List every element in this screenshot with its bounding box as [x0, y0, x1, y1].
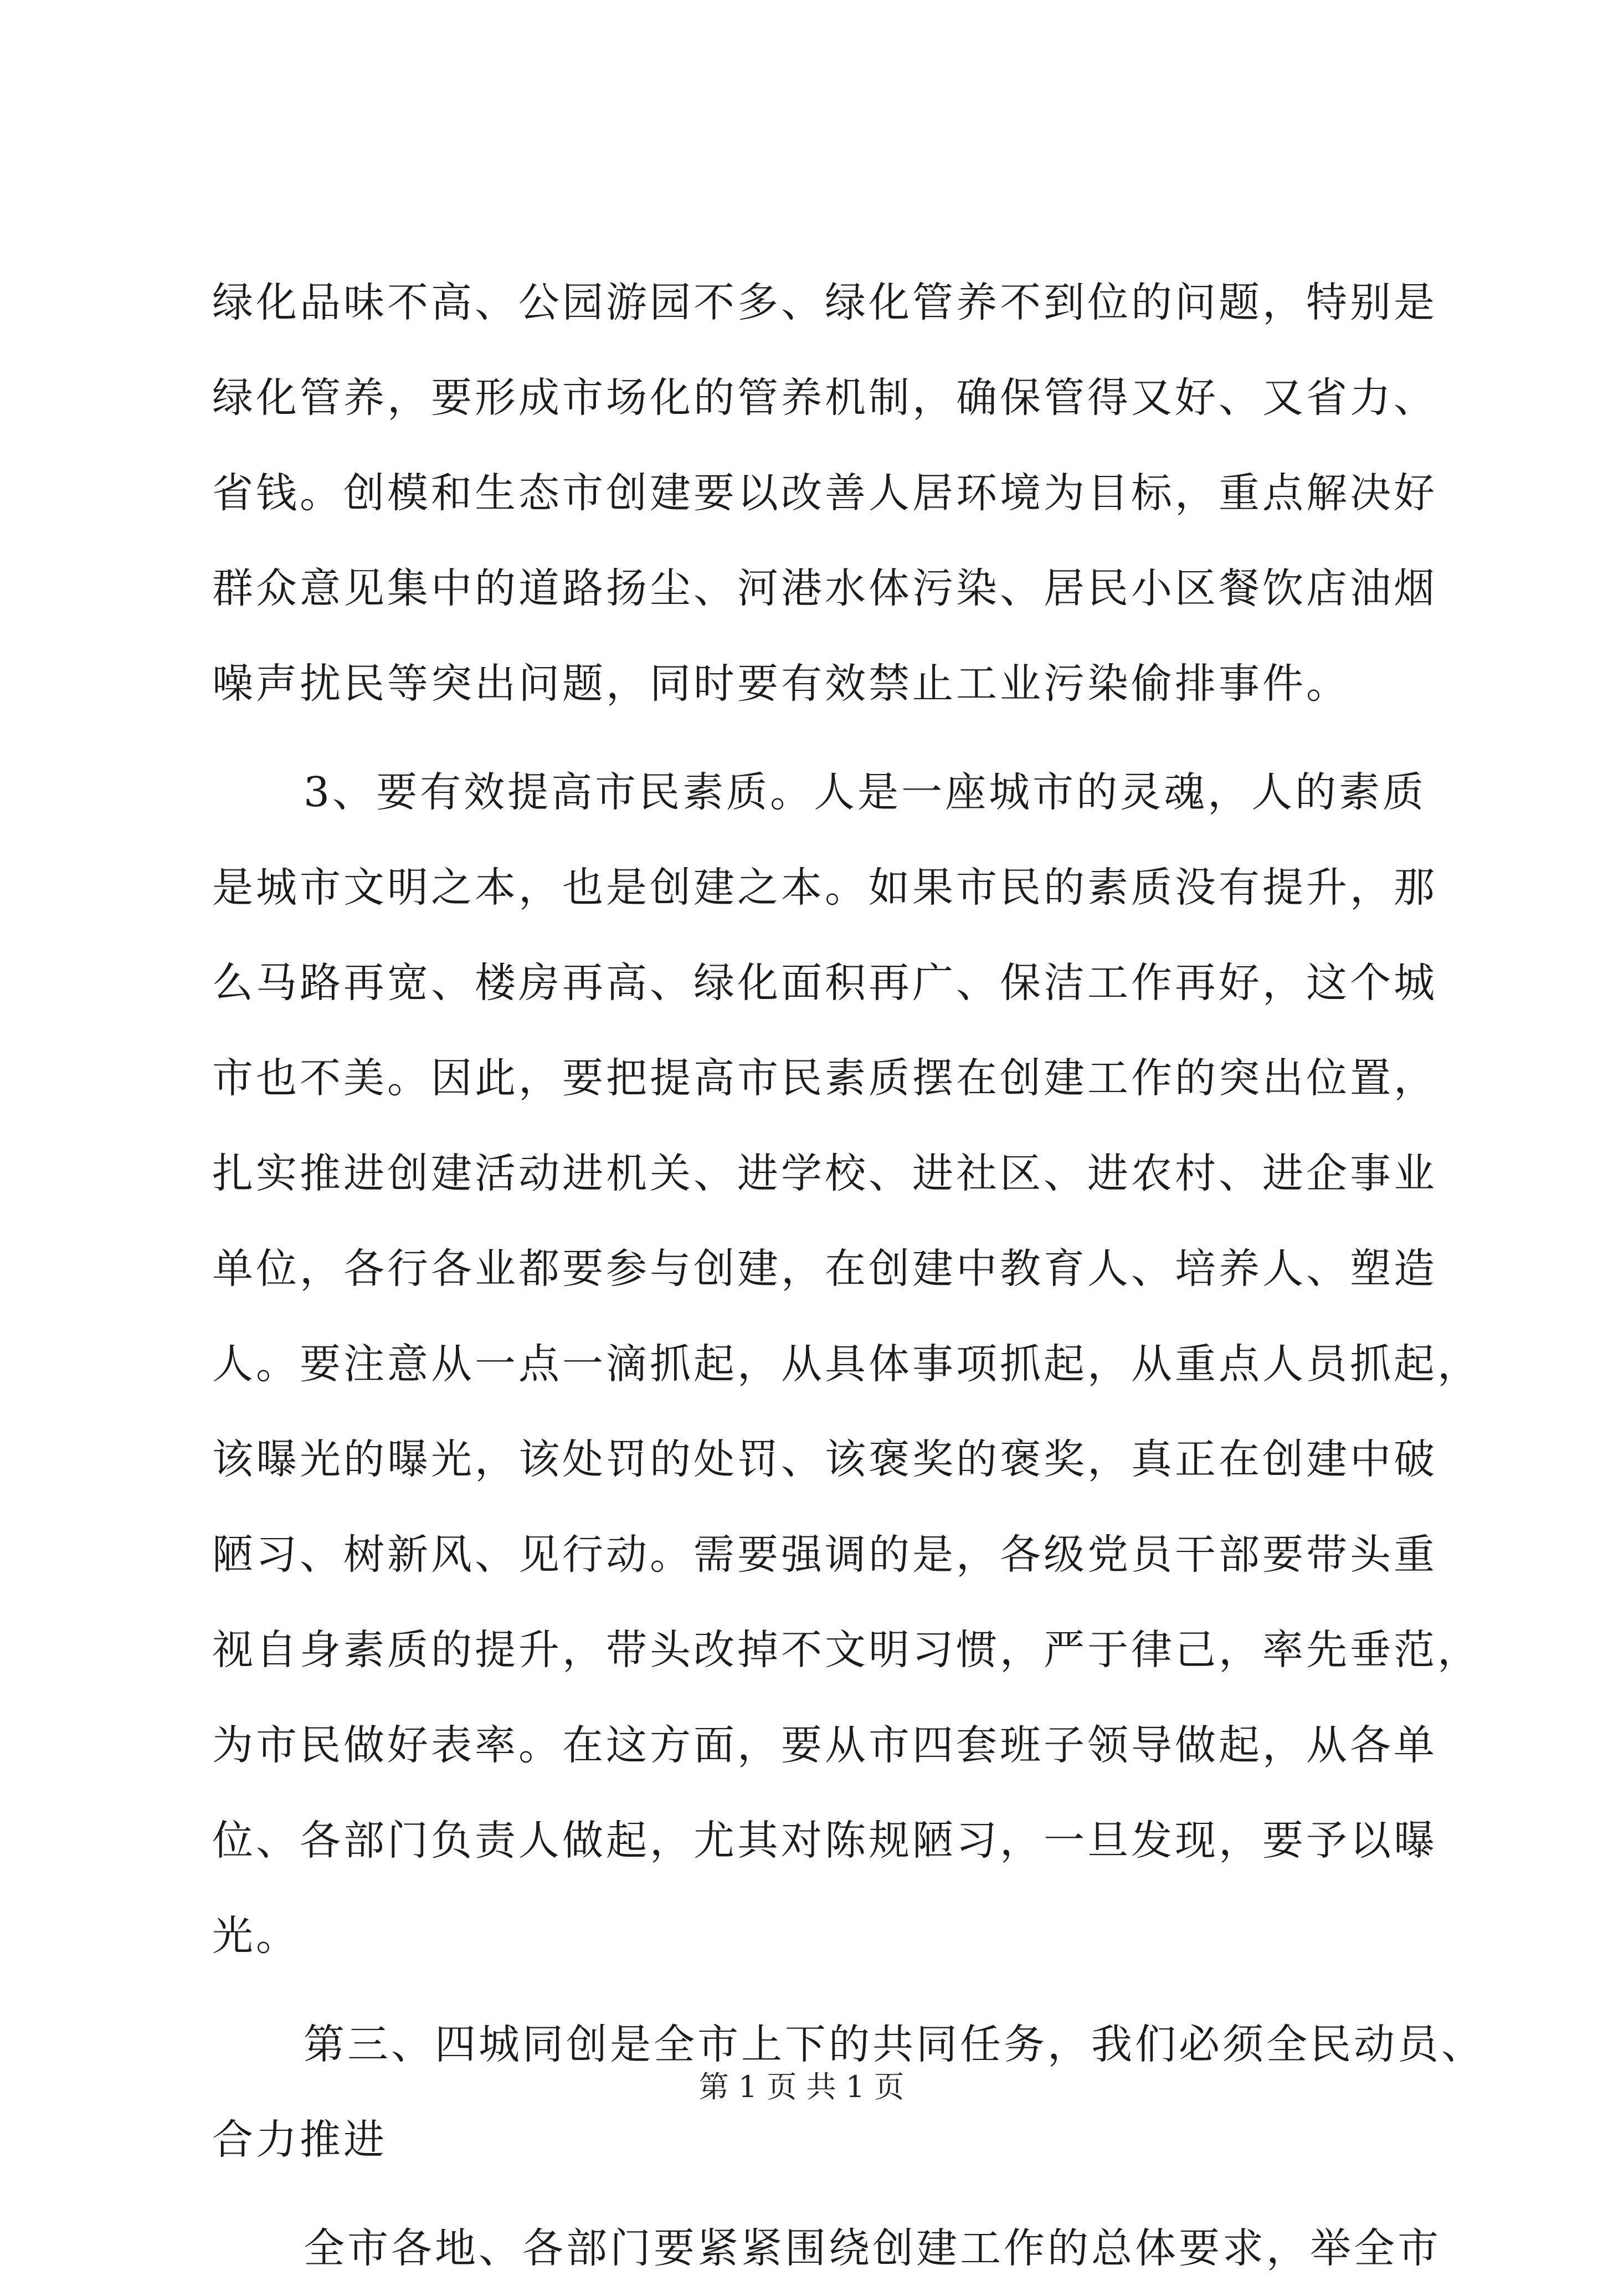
text-line: 该曝光的曝光，该处罚的处罚、该褒奖的褒奖，真正在创建中破	[212, 1436, 1437, 1483]
paragraph	[212, 745, 1481, 1984]
text-line: 市也不美。因此，要把提高市民素质摆在创建工作的突出位置，	[212, 1054, 1437, 1102]
text-line: 光。	[212, 1912, 300, 1960]
text-line: 单位，各行各业都要参与创建，在创建中教育人、培养人、塑造	[212, 1245, 1437, 1293]
paragraph-gap	[212, 731, 1398, 745]
paragraph-gap	[212, 1984, 1398, 1997]
text-line: 扎实推进创建活动进机关、进学校、进社区、进农村、进企事业	[212, 1150, 1437, 1197]
paragraph	[212, 2201, 1441, 2296]
text-line: 合力推进	[212, 2116, 387, 2164]
text-line: 第三、四城同创是全市上下的共同任务，我们必须全民动员、	[304, 2021, 1485, 2068]
text-line: 视自身素质的提升，带头改掉不文明习惯，严于律己，率先垂范，	[212, 1626, 1481, 1674]
text-line: 绿化品味不高、公园游园不多、绿化管养不到位的问题，特别是	[212, 279, 1437, 326]
text-line: 为市民做好表率。在这方面，要从市四套班子领导做起，从各单	[212, 1721, 1437, 1769]
text-line: 省钱。创模和生态市创建要以改善人居环境为目标，重点解决好	[212, 469, 1437, 517]
page-number-label: 第 1 页 共 1 页	[698, 2069, 905, 2104]
text-line: 是城市文明之本，也是创建之本。如果市民的素质没有提升，那	[212, 864, 1437, 911]
text-line: 绿化管养，要形成市场化的管养机制，确保管得又好、又省力、	[212, 374, 1437, 422]
paragraph-gap	[212, 2187, 1398, 2201]
text-line: 噪声扰民等突出问题，同时要有效禁止工业污染偷排事件。	[212, 660, 1350, 708]
text-line: 人。要注意从一点一滴抓起，从具体事项抓起，从重点人员抓起，	[212, 1340, 1481, 1388]
text-line: 群众意见集中的道路扬尘、河港水体污染、居民小区餐饮店油烟	[212, 565, 1437, 612]
page-footer	[0, 2068, 1603, 2107]
text-line: 陋习、树新风、见行动。需要强调的是，各级党员干部要带头重	[212, 1531, 1437, 1578]
paragraph	[212, 255, 1437, 731]
text-line: 位、各部门负责人做起，尤其对陈规陋习，一旦发现，要予以曝	[212, 1817, 1437, 1864]
body-text	[212, 255, 1485, 2296]
text-line: 么马路再宽、楼房再高、绿化面积再广、保洁工作再好，这个城	[212, 959, 1437, 1007]
text-line: 3、要有效提高市民素质。人是一座城市的灵魂，人的素质	[304, 768, 1427, 816]
text-line: 全市各地、各部门要紧紧围绕创建工作的总体要求，举全市	[304, 2225, 1441, 2272]
